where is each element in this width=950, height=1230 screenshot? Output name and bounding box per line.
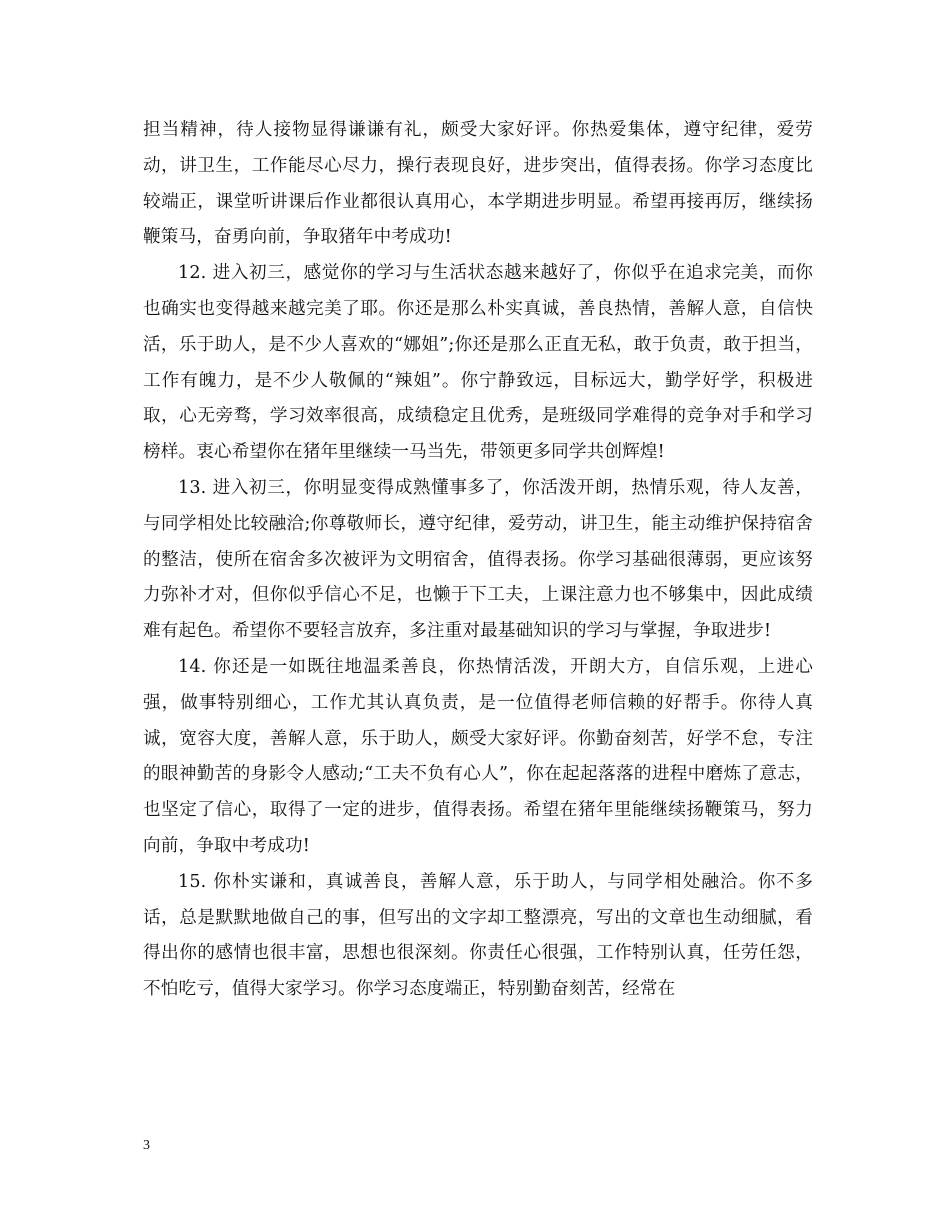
paragraph-item-13: 13. 进入初三，你明显变得成熟懂事多了，你活泼开朗，热情乐观，待人友善，与同学相处比较融洽;你尊敬师长，遵守纪律，爱劳动，讲卫生，能主动维护保持宿舍的整洁，使所在宿舍多次被评为文明宿舍，值得表扬。你学习基础很薄弱，更应该努力弥补才对，但你似乎信心不足，也懒于下工夫，上课注意力也不够集中，因此成绩难有起色。希望你不要轻言放弃，多注重对最基础知识的学习与掌握，争取进步!: [143, 477, 813, 642]
paragraph-item-14: 14. 你还是一如既往地温柔善良，你热情活泼，开朗大方，自信乐观，上进心强，做事特别细心，工作尤其认真负责，是一位值得老师信赖的好帮手。你待人真诚，宽容大度，善解人意，乐于助人，颇受大家好评。你勤奋刻苦，好学不怠，专注的眼神勤苦的身影令人感动;“工夫不负有心人”，你在起起落落的进程中磨炼了意志，也坚定了信心，取得了一定的进步，值得表扬。希望在猪年里能继续扬鞭策马，努力向前，争取中考成功!: [143, 656, 813, 856]
paragraph-continuation: 担当精神，待人接物显得谦谦有礼，颇受大家好评。你热爱集体，遵守纪律，爱劳动，讲卫生，工作能尽心尽力，操行表现良好，进步突出，值得表扬。你学习态度比较端正，课堂听讲课后作业都很认真用心，本学期进步明显。希望再接再厉，继续扬鞭策马，奋勇向前，争取猪年中考成功!: [143, 120, 813, 248]
paragraph-item-12: 12. 进入初三，感觉你的学习与生活状态越来越好了，你似乎在追求完美，而你也确实也变得越来越完美了耶。你还是那么朴实真诚，善良热情，善解人意，自信快活，乐于助人，是不少人喜欢的“娜姐”;你还是那么正直无私，敢于负责，敢于担当，工作有魄力，是不少人敬佩的“辣姐”。你宁静致远，目标远大，勤学好学，积极进取，心无旁骛，学习效率很高，成绩稳定且优秀，是班级同学难得的竞争对手和学习榜样。衷心希望你在猪年里继续一马当先，带领更多同学共创辉煌!: [143, 263, 813, 463]
paragraph-item-15: 15. 你朴实谦和，真诚善良，善解人意，乐于助人，与同学相处融洽。你不多话，总是默默地做自己的事，但写出的文字却工整漂亮，写出的文章也生动细腻，看得出你的感情也很丰富，思想也很深刻。你责任心很强，工作特别认真，任劳任怨，不怕吃亏，值得大家学习。你学习态度端正，特别勤奋刻苦，经常在: [143, 871, 813, 1000]
document-body: [143, 113, 813, 1008]
page-number: 3: [143, 1138, 150, 1153]
